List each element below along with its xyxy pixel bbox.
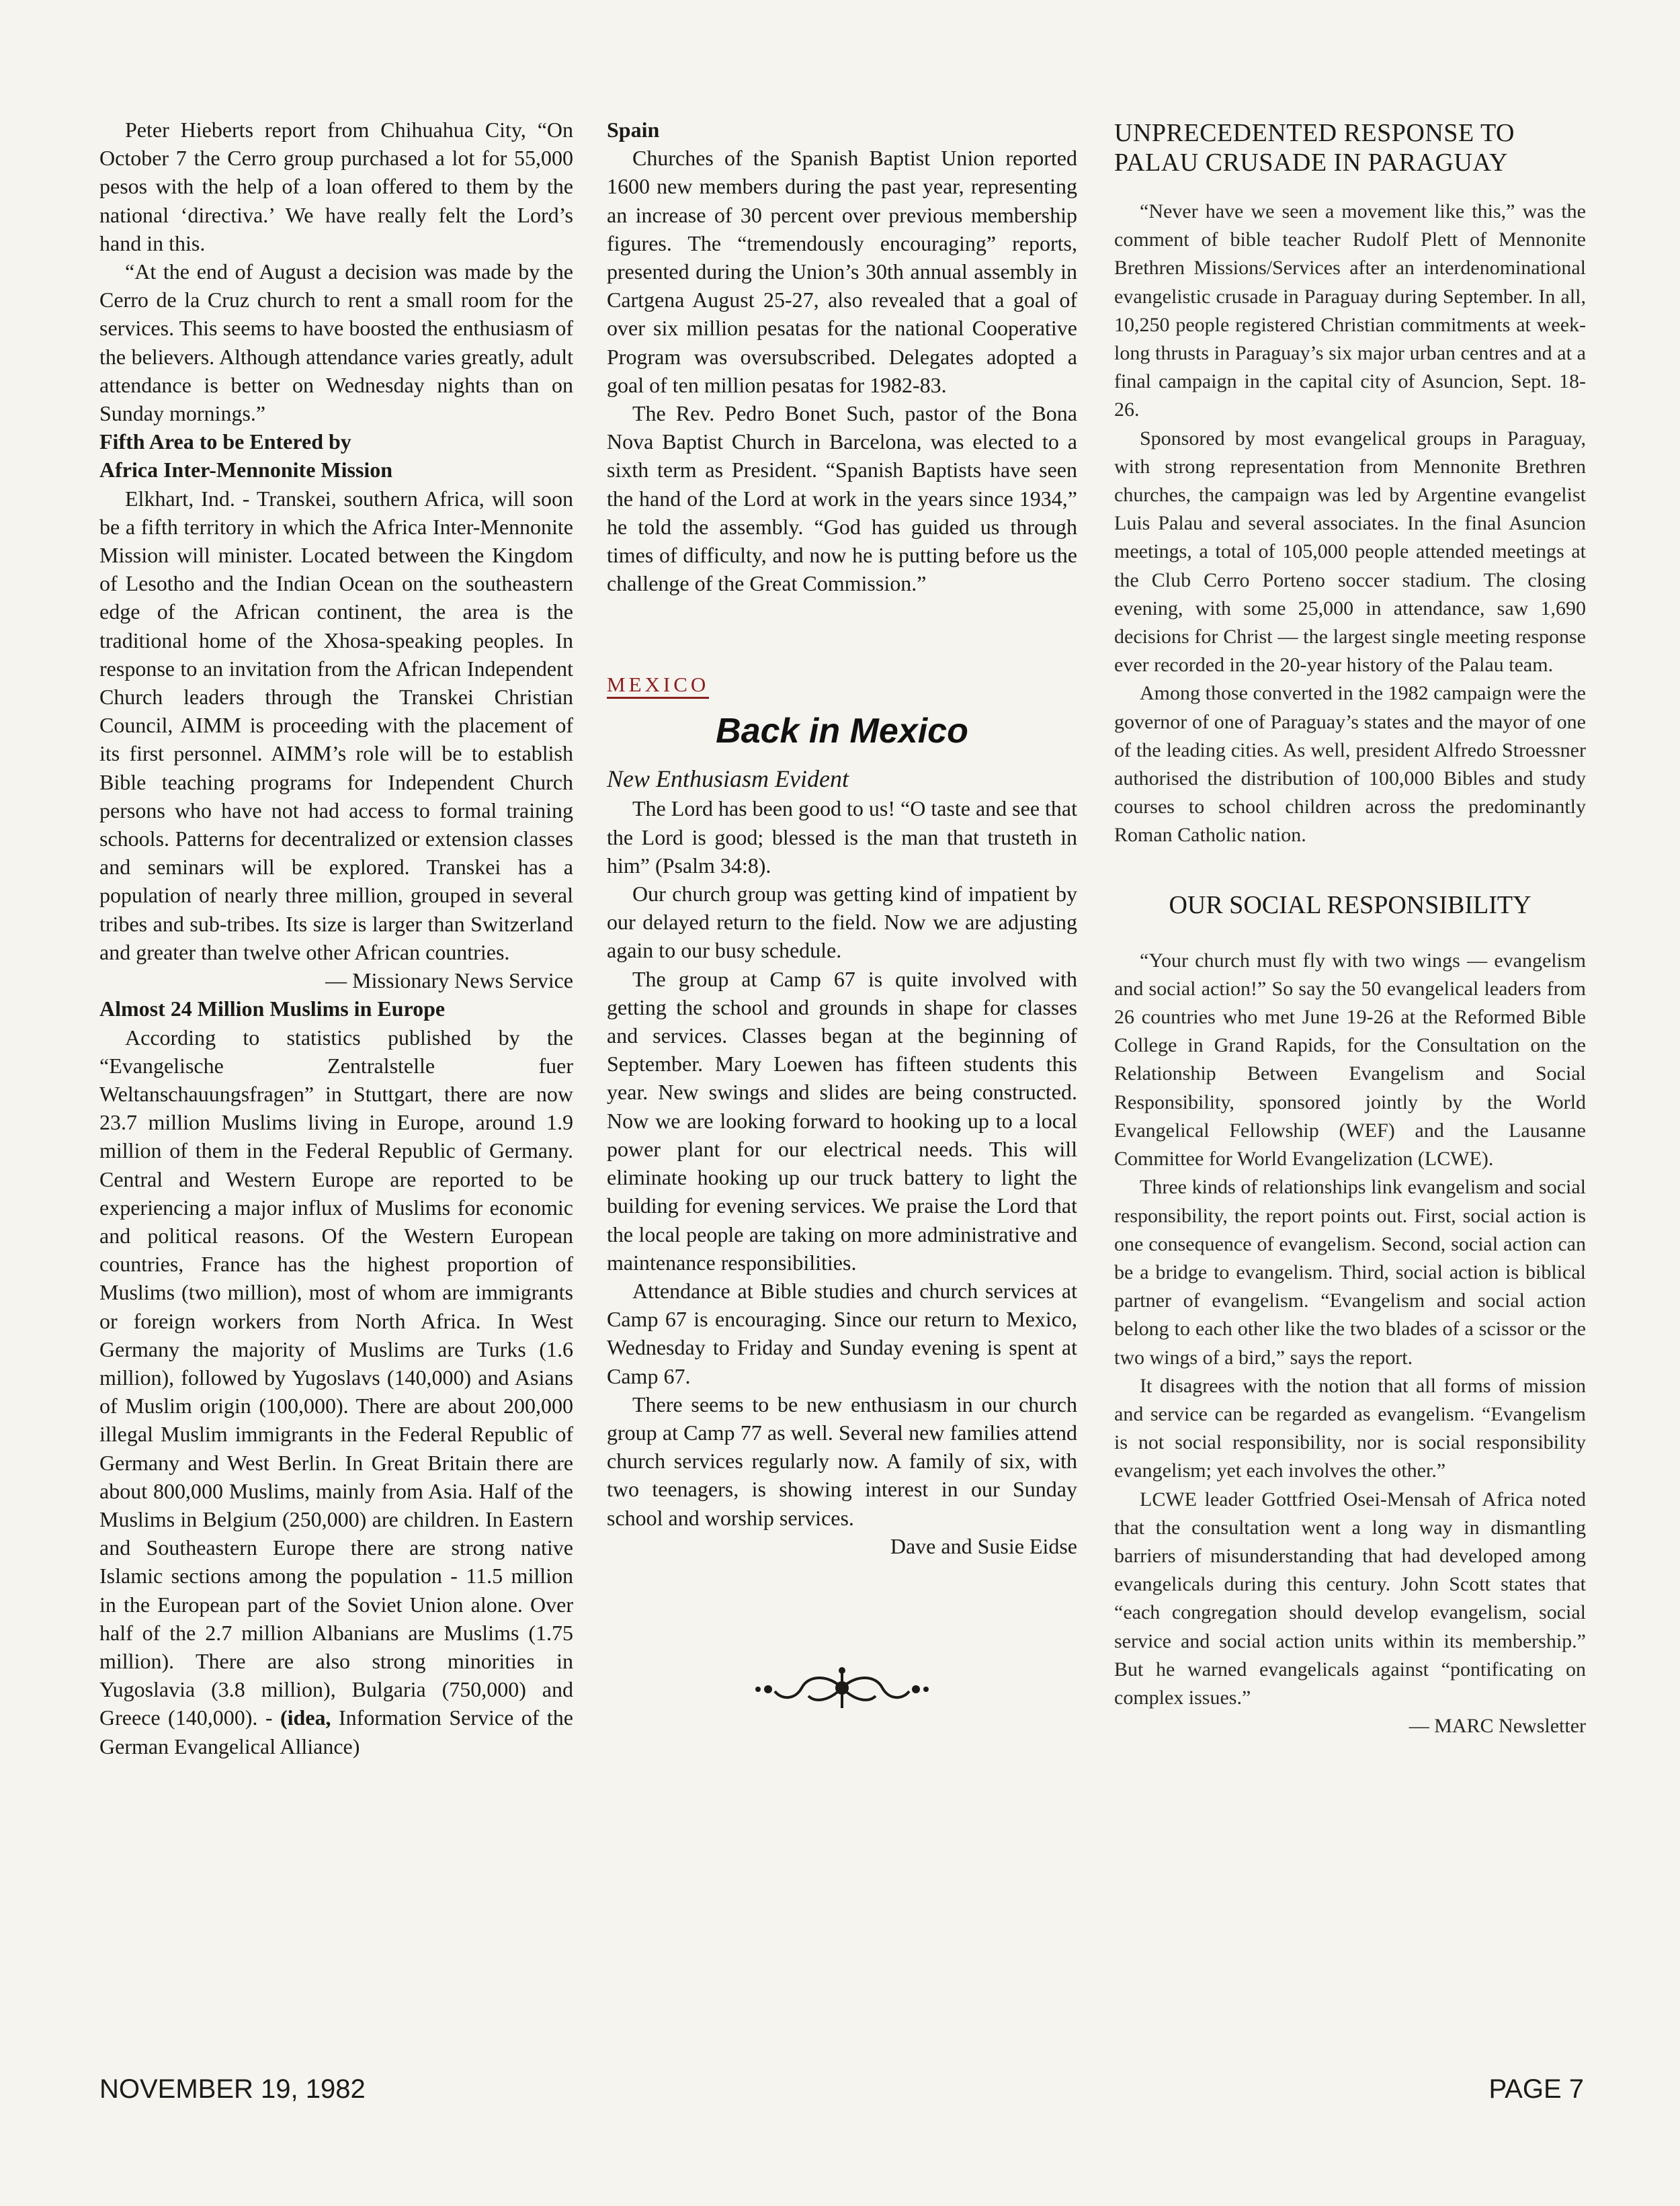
article-headline	[1114, 118, 1586, 177]
page-number: PAGE 7	[1488, 2074, 1584, 2104]
article-paragraph: Our church group was getting kind of impatient by our delayed return to the field. Now we are adjusting again to our busy schedule.	[607, 882, 1077, 963]
article-heading: Almost 24 Million Muslims in Europe	[99, 996, 446, 1021]
article-paragraph: The Rev. Pedro Bonet Such, pastor of the Bona Nova Baptist Church in Barcelona, was elected to a sixth term as President. “Spanish Baptists have seen the hand of the Lord at work in the years since 1934,” he told the assembly. “God has guided us through times of difficulty, and now he is putting before us the challenge of the Great Commission.”	[607, 401, 1077, 596]
article-heading: Spain	[607, 118, 660, 142]
article-paragraph: Among those converted in the 1982 campaign were the governor of one of Paraguay’s states and the mayor of one of the leading cities. As well, president Alfredo Stroessner authorised the distribution of 100,000 Bibles and study courses to school children across the predominantly Roman Catholic nation.	[1114, 682, 1586, 847]
article-paragraph: There seems to be new enthusiasm in our church group at Camp 77 as well. Several new families attend church services regularly now. A family of six, with two teenagers, is showing interest in our Sunday school and worship services.	[607, 1392, 1077, 1530]
article-paragraph: It disagrees with the notion that all forms of mission and service can be regarded as evangelism. “Evangelism is not social responsibility, nor is social responsibility evangelism; yet each involves the other.”	[1114, 1374, 1586, 1482]
source-description: Information Service of the German Evangelical Alliance)	[99, 1705, 574, 1758]
article-heading: Africa Inter-Mennonite Mission	[99, 458, 393, 482]
article-paragraph: “At the end of August a decision was made by the Cerro de la Cruz church to rent a small room for the services. This seems to have boosted the enthusiasm of the believers. Although attendance varies greatly, adult attendance is better on Wednesday nights than on Sunday mornings.”	[99, 259, 573, 426]
article-paragraph: Peter Hieberts report from Chihuahua City, “On October 7 the Cerro group purchased a lot for 55,000 pesos with the help of a loan offered to them by the national ‘directiva.’ We have really felt the Lord’s hand in this.	[99, 118, 573, 255]
article-paragraph: LCWE leader Gottfried Osei-Mensah of Africa noted that the consultation went a long way in dismantling barriers of misunderstanding that had developed among evangelicals during this century. John Scott states that “each congregation should develop evangelism, social service and social action units within its membership.” But he warned evangelicals against “pontificating on complex issues.”	[1114, 1488, 1586, 1709]
article-title: Back in Mexico	[716, 712, 968, 751]
issue-date: NOVEMBER 19, 1982	[99, 2074, 366, 2104]
article-subtitle: New Enthusiasm Evident	[607, 765, 849, 793]
ornament-divider	[607, 1661, 1077, 1718]
article-paragraph: “Your church must fly with two wings — evangelism and social action!” So say the 50 evangelical leaders from 26 countries who met June 19-26 at the Reformed Bible College in Grand Rapids, for the Consultation on the Relationship Between Evangelism and Social Responsibility, sponsored jointly by the World Evangelical Fellowship (WEF) and the Lausanne Committee for World Evangelization (LCWE).	[1114, 949, 1586, 1171]
article-paragraph: Sponsored by most evangelical groups in Paraguay, with strong representation from Mennonite Brethren churches, the campaign was led by Argentine evangelist Luis Palau and several associates. In the final Asuncion meetings, a total of 105,000 people attended meetings at the Club Cerro Porteno soccer stadium. The closing evening, with some 25,000 in attendance, saw 1,690 decisions for Christ — the largest single meeting response ever recorded in the 20-year history of the Palau team.	[1114, 427, 1586, 677]
article-paragraph: Attendance at Bible studies and church services at Camp 67 is encouraging. Since our return to Mexico, Wednesday to Friday and Sunday evening is spent at Camp 67.	[607, 1278, 1077, 1388]
flourish-icon	[741, 1661, 943, 1715]
article-paragraph: “Never have we seen a movement like this,” was the comment of bible teacher Rudolf Plett of Mennonite Brethren Missions/Services after an interdenominational evangelistic crusade in Paraguay during September. In all, 10,250 people registered Christian commitments at week-long thrusts in Paraguay’s six major urban centres and at a final campaign in the capital city of Asuncion, Sept. 18-26.	[1114, 200, 1586, 421]
source-name: (idea,	[280, 1705, 331, 1730]
article-paragraph	[99, 1023, 573, 1760]
headline-line: UNPRECEDENTED RESPONSE TO	[1114, 119, 1515, 147]
column-left	[99, 116, 573, 1760]
article-paragraph: Elkhart, Ind. - Transkei, southern Africa, will soon be a fifth territory in which the Africa Inter-Mennonite Mission will minister. Located between the Kingdom of Lesotho and the Indian Ocean on the southeastern edge of the African continent, the area is the traditional home of the Xhosa-speaking peoples. In response to an invitation from the African Independent Church leaders through the Transkei Christian Council, AIMM is proceeding with the placement of its first personnel. AIMM’s role will be to establish Bible teaching programs for Independent Church persons who have not had access to formal training schools. Patterns for decentralized or extension classes and seminars will be explored. Transkei has a population of nearly three million, grouped in several tribes and sub-tribes. Its size is larger than Switzerland and greater than twelve other African countries.	[99, 486, 573, 964]
column-middle	[607, 116, 1077, 1718]
attribution: — MARC Newsletter	[1409, 1715, 1586, 1738]
article-paragraph: The group at Camp 67 is quite involved with getting the school and grounds in shape for classes and services. Classes began at the beginning of September. Mary Loewen has fifteen students this year. New swings and slides are being constructed. Now we are looking forward to hooking up to a local power plant for our electrical needs. This will eliminate hooking up our truck battery to light the building for evening services. We praise the Lord that the local people are taking on more administrative and maintenance responsibilities.	[607, 966, 1077, 1275]
article-heading: Fifth Area to be Entered by	[99, 429, 351, 454]
column-right	[1114, 116, 1586, 1740]
paragraph-text: According to statistics published by the “Evangelische Zentralstelle fuer Weltanschauungsfragen” in Stuttgart, there are now 23.7 million Muslims living in Europe, around 1.9 million of them in the Federal Republic of Germany. Central and Western Europe are reported to be experiencing a major influx of Muslims for economic and political reasons. Of the Western European countries, France has the highest proportion of Muslims (two million), most of whom are immigrants or foreign workers from North Africa. In West Germany the majority of Muslims are Turks (1.6 million), followed by Yugoslavs (140,000) and Asians of Muslim origin (100,000). There are about 200,000 illegal Muslim immigrants in the Federal Republic of Germany and West Berlin. In Great Britain there are about 800,000 Muslims, mainly from Asia. Half of the Muslims in Belgium (250,000) are children. In Eastern and Southeastern Europe there are strong native Islamic sections among the population - 11.5 million in the European part of the Soviet Union alone. Over half of the 2.7 million Albanians are Muslims (1.75 million). There are also strong minorities in Yugoslavia (3.8 million), Bulgaria (750,000) and Greece (140,000). -	[99, 1025, 573, 1730]
article-headline: OUR SOCIAL RESPONSIBILITY	[1169, 890, 1531, 919]
section-tag: MEXICO	[607, 673, 709, 699]
headline-line: PALAU CRUSADE IN PARAGUAY	[1114, 149, 1508, 177]
article-paragraph: Churches of the Spanish Baptist Union reported 1600 new members during the past year, representing an increase of 30 percent over previous membership figures. The “tremendously encouraging” reports, presented during the Union’s 30th annual assembly in Cartgena August 25-27, also revealed that a goal of over six million pesatas for the national Cooperative Program was oversubscribed. Delegates adopted a goal of ten million pesatas for 1982-83.	[607, 146, 1077, 397]
article-paragraph: The Lord has been good to us! “O taste and see that the Lord is good; blessed is the man that trusteth in him” (Psalm 34:8).	[607, 796, 1078, 878]
attribution: — Missionary News Service	[325, 968, 573, 993]
article-paragraph: Three kinds of relationships link evangelism and social responsibility, the report points out. First, social action is one consequence of evangelism. Second, social action can be a bridge to evangelism. Third, social action is biblical partner of evangelism. “Evangelism and social action belong to each other like the two blades of a scissor or the two wings of a bird,” says the report.	[1114, 1176, 1586, 1369]
signature: Dave and Susie Eidse	[890, 1533, 1077, 1558]
